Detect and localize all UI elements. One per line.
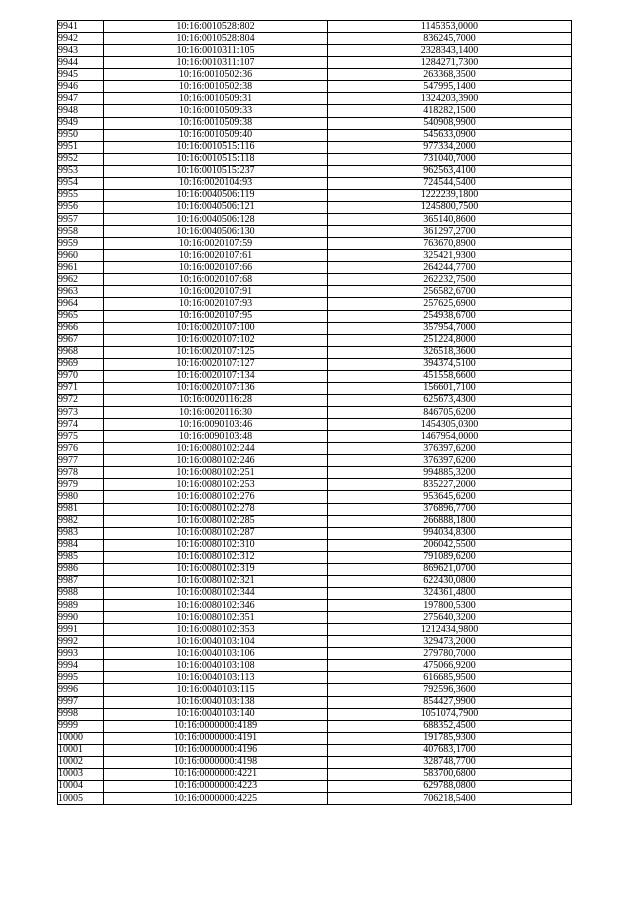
value-cell: 264244,7700: [328, 262, 572, 274]
value-cell: 2328343,1400: [328, 45, 572, 57]
table-row: [58, 431, 572, 443]
table-row: [58, 93, 572, 105]
value-cell: 376896,7700: [328, 503, 572, 515]
table-row: [58, 262, 572, 274]
table-row: [58, 479, 572, 491]
value-cell: 266888,1800: [328, 515, 572, 527]
row-number-cell: 9965: [58, 310, 104, 322]
cadastral-number-cell: 10:16:0010515:237: [104, 165, 328, 177]
value-cell: 854427,9900: [328, 696, 572, 708]
value-cell: 394374,5100: [328, 358, 572, 370]
row-number-cell: 9978: [58, 467, 104, 479]
cadastral-number-cell: 10:16:0010502:38: [104, 81, 328, 93]
cadastral-number-cell: 10:16:0000000:4191: [104, 732, 328, 744]
cadastral-number-cell: 10:16:0020104:93: [104, 177, 328, 189]
table-row: [58, 503, 572, 515]
cadastral-number-cell: 10:16:0020107:68: [104, 274, 328, 286]
table-row: [58, 672, 572, 684]
cadastral-number-cell: 10:16:0040103:115: [104, 684, 328, 696]
cadastral-number-cell: 10:16:0080102:246: [104, 455, 328, 467]
value-cell: 275640,3200: [328, 612, 572, 624]
row-number-cell: 9957: [58, 214, 104, 226]
row-number-cell: 9955: [58, 189, 104, 201]
table-body: [58, 21, 572, 805]
cadastral-number-cell: 10:16:0040103:104: [104, 636, 328, 648]
row-number-cell: 9994: [58, 660, 104, 672]
table-row: [58, 69, 572, 81]
table-row: [58, 238, 572, 250]
row-number-cell: 9949: [58, 117, 104, 129]
cadastral-number-cell: 10:16:0020107:134: [104, 370, 328, 382]
table-row: [58, 129, 572, 141]
table-row: [58, 45, 572, 57]
value-cell: 156601,7100: [328, 382, 572, 394]
row-number-cell: 9943: [58, 45, 104, 57]
row-number-cell: 9974: [58, 419, 104, 431]
row-number-cell: 9951: [58, 141, 104, 153]
table-row: [58, 744, 572, 756]
cadastral-number-cell: 10:16:0010509:40: [104, 129, 328, 141]
value-cell: 1245800,7500: [328, 201, 572, 213]
value-cell: 1467954,0000: [328, 431, 572, 443]
row-number-cell: 9989: [58, 600, 104, 612]
table-row: [58, 81, 572, 93]
cadastral-number-cell: 10:16:0090103:48: [104, 431, 328, 443]
table-row: [58, 153, 572, 165]
cadastral-number-cell: 10:16:0010509:38: [104, 117, 328, 129]
table-row: [58, 21, 572, 33]
value-cell: 191785,9300: [328, 732, 572, 744]
table-row: [58, 214, 572, 226]
cadastral-number-cell: 10:16:0040506:119: [104, 189, 328, 201]
table-row: [58, 575, 572, 587]
row-number-cell: 9950: [58, 129, 104, 141]
value-cell: 254938,6700: [328, 310, 572, 322]
value-cell: 1324203,3900: [328, 93, 572, 105]
cadastral-number-cell: 10:16:0080102:351: [104, 612, 328, 624]
value-cell: 1212434,9800: [328, 624, 572, 636]
value-cell: 407683,1700: [328, 744, 572, 756]
value-cell: 376397,6200: [328, 443, 572, 455]
cadastral-number-cell: 10:16:0010311:105: [104, 45, 328, 57]
value-cell: 706218,5400: [328, 793, 572, 805]
value-cell: 324361,4800: [328, 587, 572, 599]
table-row: [58, 624, 572, 636]
row-number-cell: 9947: [58, 93, 104, 105]
table-row: [58, 768, 572, 780]
row-number-cell: 9945: [58, 69, 104, 81]
row-number-cell: 9993: [58, 648, 104, 660]
row-number-cell: 9958: [58, 226, 104, 238]
row-number-cell: 9992: [58, 636, 104, 648]
table-row: [58, 515, 572, 527]
value-cell: 545633,0900: [328, 129, 572, 141]
table-row: [58, 648, 572, 660]
table-row: [58, 612, 572, 624]
cadastral-number-cell: 10:16:0080102:278: [104, 503, 328, 515]
cadastral-number-cell: 10:16:0010515:118: [104, 153, 328, 165]
value-cell: 357954,7000: [328, 322, 572, 334]
row-number-cell: 9966: [58, 322, 104, 334]
row-number-cell: 9995: [58, 672, 104, 684]
cadastral-number-cell: 10:16:0080102:353: [104, 624, 328, 636]
cadastral-number-cell: 10:16:0080102:287: [104, 527, 328, 539]
table-row: [58, 346, 572, 358]
cadastral-number-cell: 10:16:0040103:108: [104, 660, 328, 672]
table-row: [58, 201, 572, 213]
row-number-cell: 9963: [58, 286, 104, 298]
table-row: [58, 407, 572, 419]
cadastral-number-cell: 10:16:0080102:253: [104, 479, 328, 491]
table-row: [58, 636, 572, 648]
table-row: [58, 539, 572, 551]
data-table: [57, 20, 572, 805]
cadastral-number-cell: 10:16:0000000:4221: [104, 768, 328, 780]
cadastral-number-cell: 10:16:0000000:4223: [104, 780, 328, 792]
table-row: [58, 189, 572, 201]
row-number-cell: 9969: [58, 358, 104, 370]
row-number-cell: 9985: [58, 551, 104, 563]
table-row: [58, 286, 572, 298]
table-row: [58, 720, 572, 732]
cadastral-number-cell: 10:16:0020107:95: [104, 310, 328, 322]
value-cell: 629788,0800: [328, 780, 572, 792]
cadastral-number-cell: 10:16:0090103:46: [104, 419, 328, 431]
row-number-cell: 10005: [58, 793, 104, 805]
table-row: [58, 527, 572, 539]
table-row: [58, 419, 572, 431]
cadastral-number-cell: 10:16:0080102:319: [104, 563, 328, 575]
value-cell: 953645,6200: [328, 491, 572, 503]
table-row: [58, 793, 572, 805]
value-cell: 376397,6200: [328, 455, 572, 467]
table-row: [58, 551, 572, 563]
table-row: [58, 684, 572, 696]
cadastral-number-cell: 10:16:0040103:113: [104, 672, 328, 684]
row-number-cell: 9956: [58, 201, 104, 213]
table-row: [58, 334, 572, 346]
cadastral-number-cell: 10:16:0020107:61: [104, 250, 328, 262]
value-cell: 262232,7500: [328, 274, 572, 286]
cadastral-number-cell: 10:16:0010509:33: [104, 105, 328, 117]
row-number-cell: 9984: [58, 539, 104, 551]
table-row: [58, 732, 572, 744]
row-number-cell: 9997: [58, 696, 104, 708]
row-number-cell: 9988: [58, 587, 104, 599]
cadastral-number-cell: 10:16:0020107:91: [104, 286, 328, 298]
table-row: [58, 177, 572, 189]
value-cell: 206042,5500: [328, 539, 572, 551]
value-cell: 547995,1400: [328, 81, 572, 93]
row-number-cell: 9944: [58, 57, 104, 69]
row-number-cell: 9987: [58, 575, 104, 587]
value-cell: 731040,7000: [328, 153, 572, 165]
row-number-cell: 9968: [58, 346, 104, 358]
value-cell: 325421,9300: [328, 250, 572, 262]
value-cell: 962563,4100: [328, 165, 572, 177]
cadastral-number-cell: 10:16:0020107:136: [104, 382, 328, 394]
cadastral-number-cell: 10:16:0080102:346: [104, 600, 328, 612]
cadastral-number-cell: 10:16:0000000:4189: [104, 720, 328, 732]
cadastral-number-cell: 10:16:0020107:93: [104, 298, 328, 310]
value-cell: 625673,4300: [328, 394, 572, 406]
row-number-cell: 9942: [58, 33, 104, 45]
row-number-cell: 9975: [58, 431, 104, 443]
value-cell: 451558,6600: [328, 370, 572, 382]
table-row: [58, 226, 572, 238]
table-row: [58, 455, 572, 467]
row-number-cell: 10004: [58, 780, 104, 792]
row-number-cell: 9962: [58, 274, 104, 286]
cadastral-number-cell: 10:16:0010528:802: [104, 21, 328, 33]
row-number-cell: 9948: [58, 105, 104, 117]
row-number-cell: 9960: [58, 250, 104, 262]
row-number-cell: 10000: [58, 732, 104, 744]
row-number-cell: 10003: [58, 768, 104, 780]
row-number-cell: 9954: [58, 177, 104, 189]
value-cell: 1222239,1800: [328, 189, 572, 201]
row-number-cell: 9946: [58, 81, 104, 93]
cadastral-number-cell: 10:16:0080102:344: [104, 587, 328, 599]
cadastral-number-cell: 10:16:0010502:36: [104, 69, 328, 81]
cadastral-number-cell: 10:16:0080102:276: [104, 491, 328, 503]
table-row: [58, 491, 572, 503]
cadastral-number-cell: 10:16:0080102:321: [104, 575, 328, 587]
table-row: [58, 382, 572, 394]
table-row: [58, 467, 572, 479]
cadastral-number-cell: 10:16:0020116:28: [104, 394, 328, 406]
cadastral-number-cell: 10:16:0020107:102: [104, 334, 328, 346]
value-cell: 994885,3200: [328, 467, 572, 479]
row-number-cell: 9971: [58, 382, 104, 394]
row-number-cell: 9952: [58, 153, 104, 165]
value-cell: 846705,6200: [328, 407, 572, 419]
value-cell: 361297,2700: [328, 226, 572, 238]
table-row: [58, 756, 572, 768]
row-number-cell: 9961: [58, 262, 104, 274]
row-number-cell: 9981: [58, 503, 104, 515]
cadastral-number-cell: 10:16:0010509:31: [104, 93, 328, 105]
row-number-cell: 9979: [58, 479, 104, 491]
value-cell: 791089,6200: [328, 551, 572, 563]
value-cell: 475066,9200: [328, 660, 572, 672]
cadastral-number-cell: 10:16:0080102:312: [104, 551, 328, 563]
value-cell: 257625,6900: [328, 298, 572, 310]
cadastral-number-cell: 10:16:0080102:310: [104, 539, 328, 551]
row-number-cell: 9973: [58, 407, 104, 419]
value-cell: 251224,8000: [328, 334, 572, 346]
cadastral-number-cell: 10:16:0040103:138: [104, 696, 328, 708]
row-number-cell: 10002: [58, 756, 104, 768]
cadastral-number-cell: 10:16:0080102:244: [104, 443, 328, 455]
table-row: [58, 600, 572, 612]
cadastral-number-cell: 10:16:0040103:106: [104, 648, 328, 660]
table-row: [58, 358, 572, 370]
value-cell: 994034,8300: [328, 527, 572, 539]
table-row: [58, 250, 572, 262]
table-row: [58, 105, 572, 117]
table-row: [58, 322, 572, 334]
table-row: [58, 660, 572, 672]
table-row: [58, 708, 572, 720]
cadastral-number-cell: 10:16:0000000:4198: [104, 756, 328, 768]
cadastral-number-cell: 10:16:0080102:251: [104, 467, 328, 479]
row-number-cell: 9982: [58, 515, 104, 527]
row-number-cell: 9964: [58, 298, 104, 310]
table-row: [58, 310, 572, 322]
value-cell: 418282,1500: [328, 105, 572, 117]
table-row: [58, 33, 572, 45]
cadastral-number-cell: 10:16:0010528:804: [104, 33, 328, 45]
value-cell: 540908,9900: [328, 117, 572, 129]
table-row: [58, 165, 572, 177]
value-cell: 869621,0700: [328, 563, 572, 575]
cadastral-number-cell: 10:16:0040506:128: [104, 214, 328, 226]
row-number-cell: 9972: [58, 394, 104, 406]
row-number-cell: 9998: [58, 708, 104, 720]
row-number-cell: 9980: [58, 491, 104, 503]
cadastral-number-cell: 10:16:0020107:66: [104, 262, 328, 274]
table-row: [58, 274, 572, 286]
table-row: [58, 587, 572, 599]
table-row: [58, 117, 572, 129]
cadastral-number-cell: 10:16:0010311:107: [104, 57, 328, 69]
row-number-cell: 9986: [58, 563, 104, 575]
value-cell: 263368,3500: [328, 69, 572, 81]
value-cell: 616685,9500: [328, 672, 572, 684]
value-cell: 326518,3600: [328, 346, 572, 358]
cadastral-number-cell: 10:16:0080102:285: [104, 515, 328, 527]
table-row: [58, 443, 572, 455]
value-cell: 279780,7000: [328, 648, 572, 660]
cadastral-number-cell: 10:16:0000000:4196: [104, 744, 328, 756]
row-number-cell: 10001: [58, 744, 104, 756]
row-number-cell: 9959: [58, 238, 104, 250]
cadastral-number-cell: 10:16:0020116:30: [104, 407, 328, 419]
cadastral-number-cell: 10:16:0020107:125: [104, 346, 328, 358]
row-number-cell: 9990: [58, 612, 104, 624]
value-cell: 328748,7700: [328, 756, 572, 768]
value-cell: 583700,6800: [328, 768, 572, 780]
value-cell: 1051074,7900: [328, 708, 572, 720]
cadastral-number-cell: 10:16:0000000:4225: [104, 793, 328, 805]
table-row: [58, 696, 572, 708]
row-number-cell: 9996: [58, 684, 104, 696]
row-number-cell: 9991: [58, 624, 104, 636]
value-cell: 1284271,7300: [328, 57, 572, 69]
value-cell: 329473,2000: [328, 636, 572, 648]
cadastral-number-cell: 10:16:0040506:121: [104, 201, 328, 213]
value-cell: 256582,6700: [328, 286, 572, 298]
row-number-cell: 9983: [58, 527, 104, 539]
row-number-cell: 9977: [58, 455, 104, 467]
row-number-cell: 9953: [58, 165, 104, 177]
value-cell: 977334,2000: [328, 141, 572, 153]
value-cell: 365140,8600: [328, 214, 572, 226]
value-cell: 688352,4500: [328, 720, 572, 732]
table-row: [58, 394, 572, 406]
value-cell: 835227,2000: [328, 479, 572, 491]
cadastral-number-cell: 10:16:0040103:140: [104, 708, 328, 720]
cadastral-number-cell: 10:16:0020107:127: [104, 358, 328, 370]
value-cell: 836245,7000: [328, 33, 572, 45]
cadastral-number-cell: 10:16:0010515:116: [104, 141, 328, 153]
value-cell: 792596,3600: [328, 684, 572, 696]
row-number-cell: 9970: [58, 370, 104, 382]
row-number-cell: 9976: [58, 443, 104, 455]
table-row: [58, 780, 572, 792]
value-cell: 724544,5400: [328, 177, 572, 189]
table-row: [58, 298, 572, 310]
table-row: [58, 141, 572, 153]
cadastral-number-cell: 10:16:0040506:130: [104, 226, 328, 238]
value-cell: 1454305,0300: [328, 419, 572, 431]
table-row: [58, 370, 572, 382]
table-row: [58, 57, 572, 69]
row-number-cell: 9967: [58, 334, 104, 346]
value-cell: 763670,8900: [328, 238, 572, 250]
value-cell: 1145353,0000: [328, 21, 572, 33]
row-number-cell: 9999: [58, 720, 104, 732]
value-cell: 197800,5300: [328, 600, 572, 612]
cadastral-number-cell: 10:16:0020107:100: [104, 322, 328, 334]
cadastral-number-cell: 10:16:0020107:59: [104, 238, 328, 250]
value-cell: 622430,0800: [328, 575, 572, 587]
row-number-cell: 9941: [58, 21, 104, 33]
table-row: [58, 563, 572, 575]
